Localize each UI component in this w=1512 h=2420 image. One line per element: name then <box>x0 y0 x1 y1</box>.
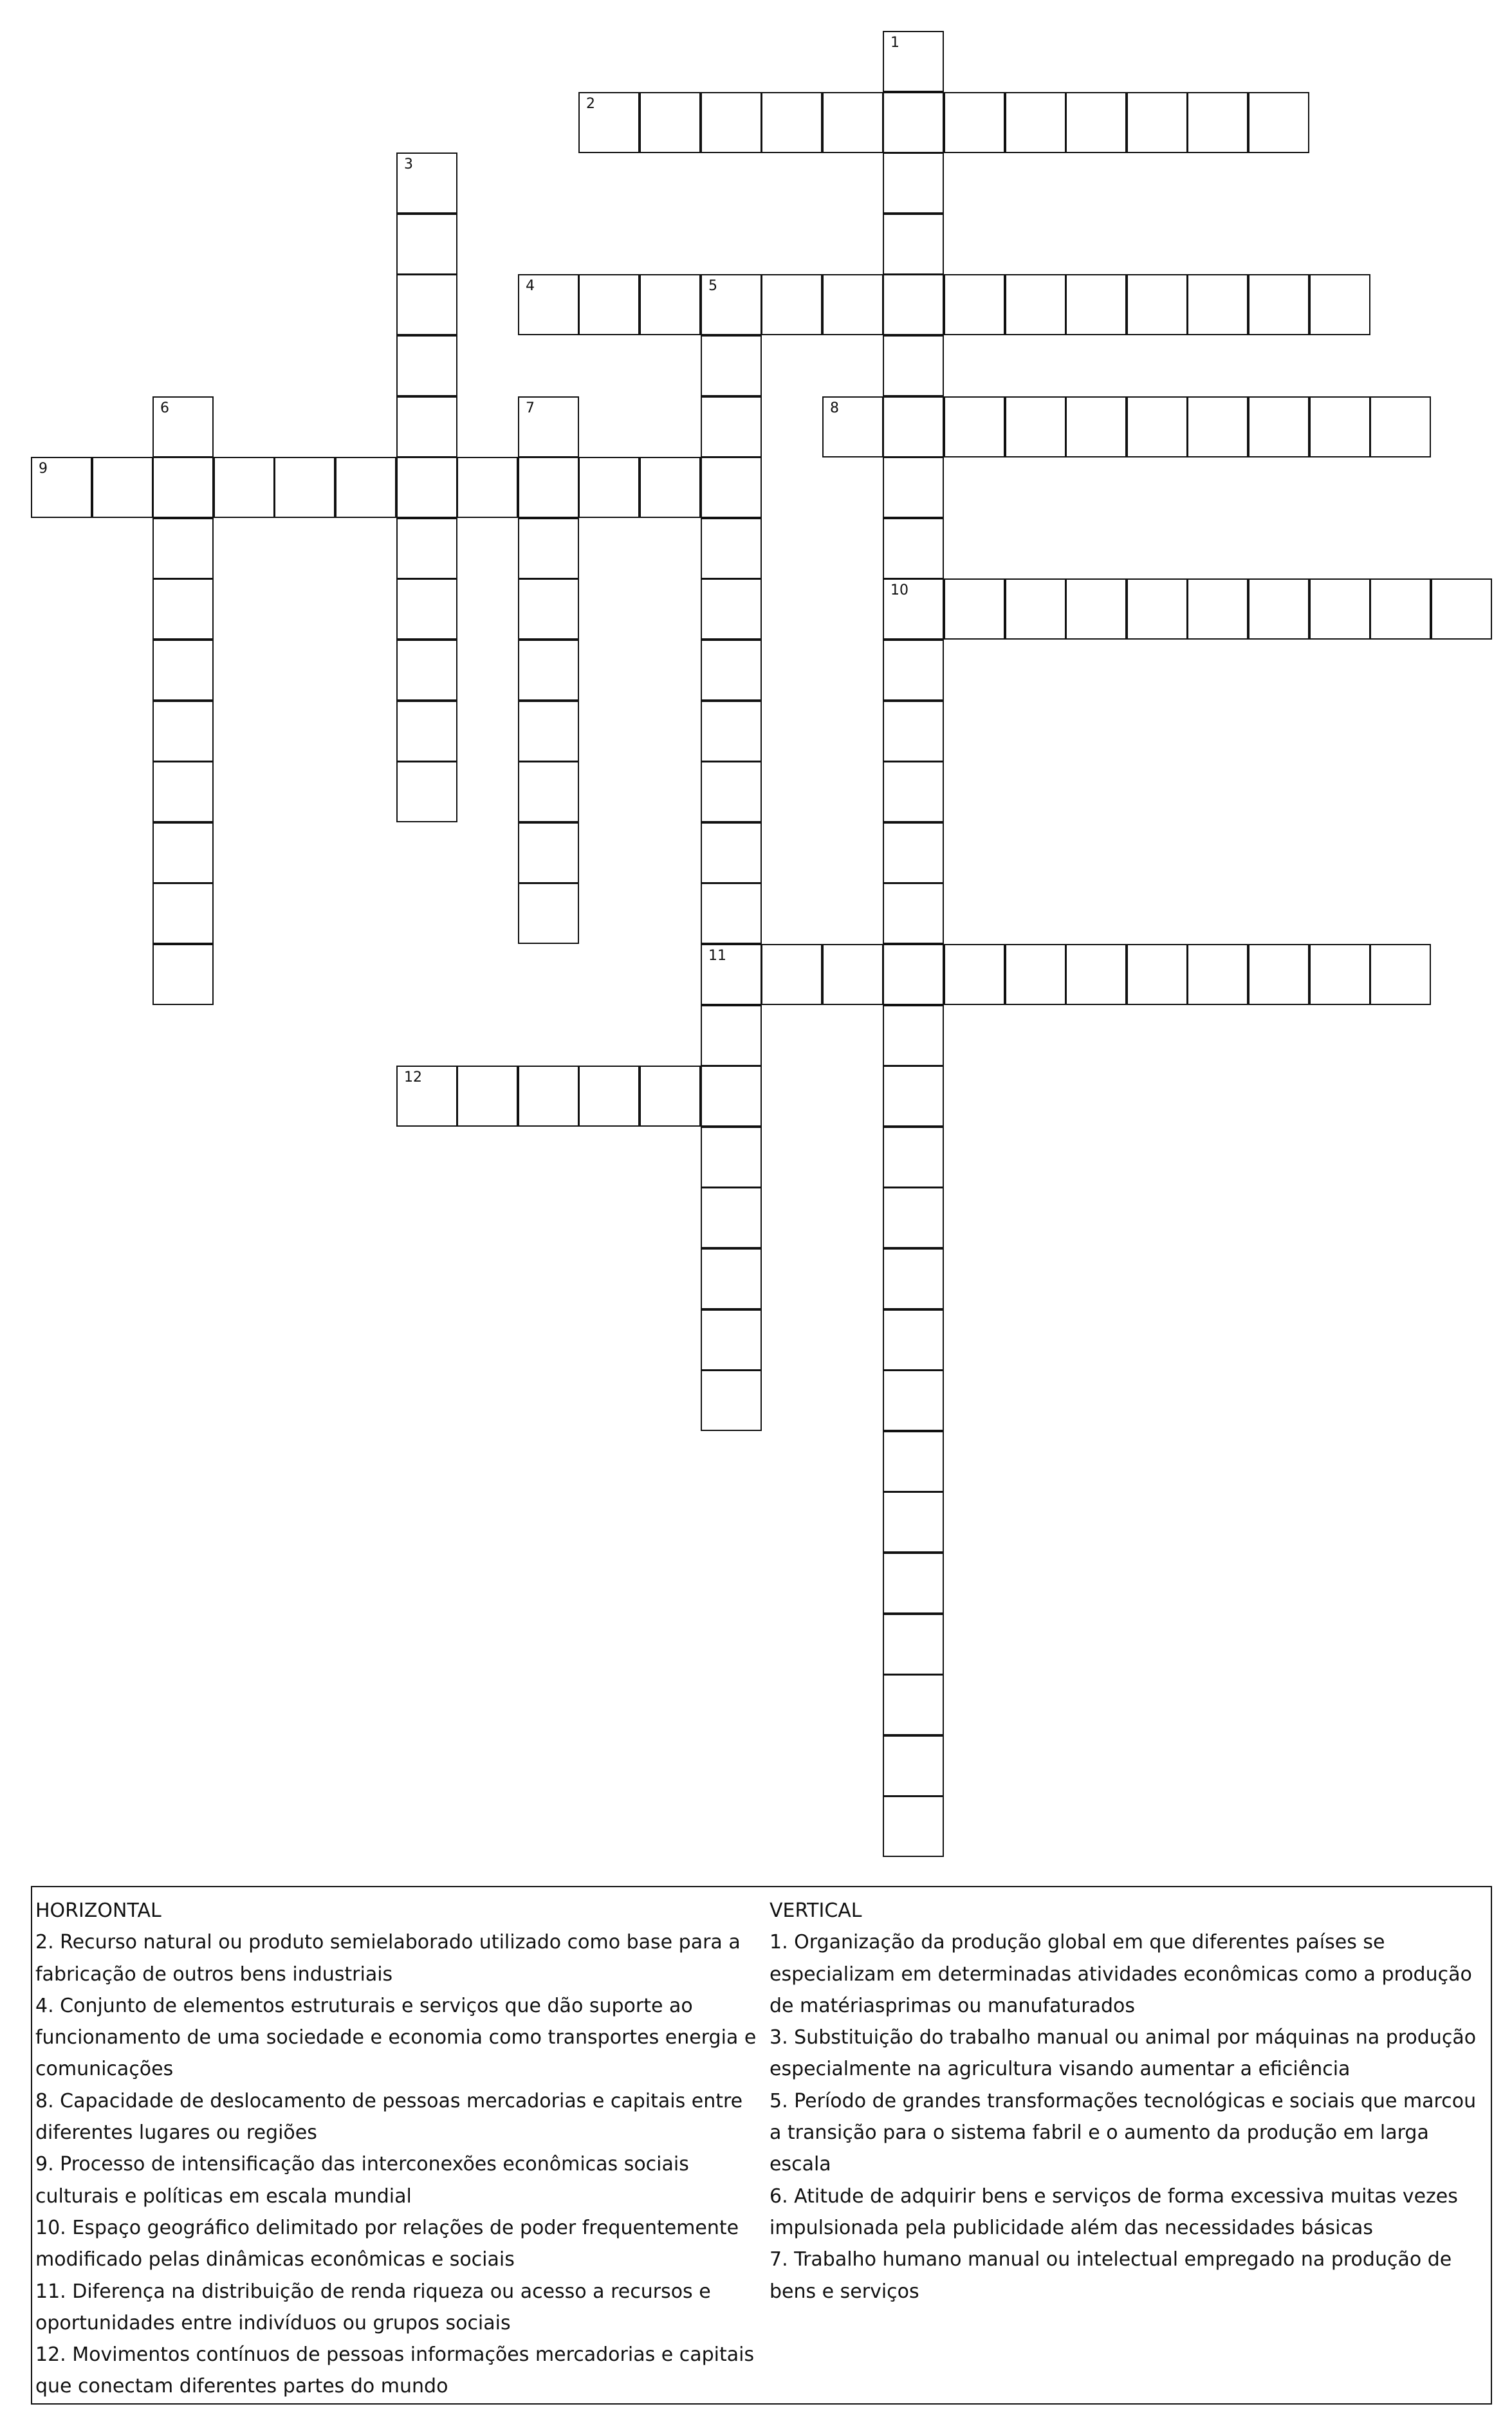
grid-cell[interactable] <box>396 214 457 275</box>
grid-cell[interactable] <box>883 92 944 153</box>
grid-cell[interactable] <box>457 457 518 518</box>
horizontal-clues-title: HORIZONTAL <box>35 1899 161 1922</box>
grid-cell[interactable] <box>396 335 457 396</box>
grid-cell[interactable] <box>396 457 457 518</box>
clue-vertical-7: 7. Trabalho humano manual ou intelectual empregado na produção de bens e serviços <box>770 2248 1452 2303</box>
grid-cell[interactable] <box>1309 396 1370 457</box>
grid-cell[interactable] <box>1005 578 1066 640</box>
grid-cell[interactable] <box>883 701 944 762</box>
grid-cell[interactable] <box>701 518 762 579</box>
grid-cell[interactable] <box>761 944 822 1005</box>
grid-cell[interactable] <box>396 396 457 457</box>
grid-cell[interactable] <box>701 944 762 1005</box>
grid-cell[interactable] <box>883 1309 944 1371</box>
grid-cell[interactable] <box>1187 578 1248 640</box>
grid-cell[interactable] <box>152 944 214 1005</box>
grid-cell[interactable] <box>1005 274 1066 335</box>
grid-cell[interactable] <box>883 335 944 396</box>
grid-cell[interactable] <box>518 274 579 335</box>
grid-cell[interactable] <box>883 518 944 579</box>
grid-cell[interactable] <box>1370 944 1431 1005</box>
grid-cell[interactable] <box>518 761 579 822</box>
clue-vertical-3: 3. Substituição do trabalho manual ou animal por máquinas na produção especialmente na agricultura visando aumentar a eficiência <box>770 2026 1477 2081</box>
grid-cell[interactable] <box>883 1127 944 1188</box>
grid-cell[interactable] <box>578 457 640 518</box>
grid-cell[interactable] <box>1065 274 1127 335</box>
grid-cell[interactable] <box>1248 944 1309 1005</box>
clue-horizontal-11: 11. Diferença na distribuição de renda riqueza ou acesso a recursos e oportunidades entre indivíduos ou grupos sociais <box>35 2280 711 2334</box>
grid-cell[interactable] <box>701 1066 762 1127</box>
grid-cell[interactable] <box>883 1614 944 1675</box>
grid-cell[interactable] <box>152 822 214 883</box>
grid-cell[interactable] <box>396 1066 457 1127</box>
grid-cell[interactable] <box>1370 396 1431 457</box>
clue-number: 5 <box>708 278 717 294</box>
grid-cell[interactable] <box>518 883 579 944</box>
clue-vertical-1: 1. Organização da produção global em que diferentes países se especializam em determinadas atividades econômicas como a produção de matériasprimas ou manufaturados <box>770 1931 1472 2017</box>
grid-cell[interactable] <box>1065 578 1127 640</box>
grid-cell[interactable] <box>152 701 214 762</box>
grid-cell[interactable] <box>396 640 457 701</box>
grid-cell[interactable] <box>701 1127 762 1188</box>
grid-cell[interactable] <box>640 274 701 335</box>
grid-cell[interactable] <box>883 761 944 822</box>
grid-cell[interactable] <box>1248 274 1309 335</box>
clue-number: 2 <box>586 96 595 112</box>
grid-cell[interactable] <box>518 701 579 762</box>
grid-cell[interactable] <box>1127 396 1188 457</box>
clue-number: 6 <box>160 400 169 416</box>
clue-vertical-5: 5. Período de grandes transformações tecnológicas e sociais que marcou a transição para o sistema fabril e o aumento da produção em larga escala <box>770 2089 1477 2176</box>
grid-cell[interactable] <box>701 701 762 762</box>
clue-number: 12 <box>404 1069 422 1085</box>
grid-cell[interactable] <box>883 1796 944 1857</box>
grid-cell[interactable] <box>1187 396 1248 457</box>
grid-cell[interactable] <box>701 1309 762 1371</box>
grid-cell[interactable] <box>701 1187 762 1248</box>
grid-cell[interactable] <box>1187 944 1248 1005</box>
grid-cell[interactable] <box>1309 944 1370 1005</box>
clue-horizontal-8: 8. Capacidade de deslocamento de pessoas mercadorias e capitais entre diferentes lugares ou regiões <box>35 2089 743 2145</box>
grid-cell[interactable] <box>1248 92 1309 153</box>
grid-cell[interactable] <box>944 92 1005 153</box>
grid-cell[interactable] <box>274 457 335 518</box>
grid-cell[interactable] <box>396 274 457 335</box>
grid-cell[interactable] <box>883 822 944 883</box>
grid-cell[interactable] <box>152 761 214 822</box>
grid-cell[interactable] <box>701 822 762 883</box>
clue-number: 4 <box>526 278 535 294</box>
grid-cell[interactable] <box>883 883 944 944</box>
grid-cell[interactable] <box>92 457 153 518</box>
horizontal-clues <box>35 1895 762 2403</box>
grid-cell[interactable] <box>1127 944 1188 1005</box>
grid-cell[interactable] <box>944 274 1005 335</box>
grid-cell[interactable] <box>152 396 214 457</box>
grid-cell[interactable] <box>883 1431 944 1492</box>
grid-cell[interactable] <box>701 335 762 396</box>
grid-cell[interactable] <box>701 396 762 457</box>
vertical-clues <box>770 1895 1484 2307</box>
clue-horizontal-4: 4. Conjunto de elementos estruturais e serviços que dão suporte ao funcionamento de uma sociedade e economia como transportes energia e comunicações <box>35 1994 757 2081</box>
grid-cell[interactable] <box>518 822 579 883</box>
vertical-clues-title: VERTICAL <box>770 1899 862 1922</box>
grid-cell[interactable] <box>335 457 396 518</box>
grid-cell[interactable] <box>883 274 944 335</box>
grid-cell[interactable] <box>883 1005 944 1066</box>
clue-number: 8 <box>830 400 839 416</box>
grid-cell[interactable] <box>457 1066 518 1127</box>
clue-horizontal-10: 10. Espaço geográfico delimitado por relações de poder frequentemente modificado pelas dinâmicas econômicas e sociais <box>35 2216 739 2271</box>
grid-cell[interactable] <box>1127 578 1188 640</box>
grid-cell[interactable] <box>701 92 762 153</box>
grid-cell[interactable] <box>944 578 1005 640</box>
grid-cell[interactable] <box>518 457 579 518</box>
grid-cell[interactable] <box>518 578 579 640</box>
clue-number: 9 <box>39 461 48 477</box>
grid-cell[interactable] <box>1248 578 1309 640</box>
grid-cell[interactable] <box>518 518 579 579</box>
clue-number: 1 <box>890 35 899 51</box>
grid-cell[interactable] <box>1187 92 1248 153</box>
grid-cell[interactable] <box>883 1066 944 1127</box>
grid-cell[interactable] <box>396 701 457 762</box>
grid-cell[interactable] <box>883 1735 944 1797</box>
grid-cell[interactable] <box>701 578 762 640</box>
grid-cell[interactable] <box>701 640 762 701</box>
grid-cell[interactable] <box>518 1066 579 1127</box>
clue-horizontal-9: 9. Processo de intensificação das interconexões econômicas sociais culturais e políticas em escala mundial <box>35 2153 689 2208</box>
grid-cell[interactable] <box>1431 578 1492 640</box>
grid-cell[interactable] <box>701 274 762 335</box>
grid-cell[interactable] <box>152 457 214 518</box>
grid-cell[interactable] <box>31 457 92 518</box>
grid-cell[interactable] <box>701 457 762 518</box>
grid-cell[interactable] <box>396 152 457 214</box>
grid-cell[interactable] <box>761 274 822 335</box>
grid-cell[interactable] <box>883 640 944 701</box>
grid-cell[interactable] <box>1065 92 1127 153</box>
grid-cell[interactable] <box>396 518 457 579</box>
clue-horizontal-12: 12. Movimentos contínuos de pessoas informações mercadorias e capitais que conectam diferentes partes do mundo <box>35 2343 755 2398</box>
grid-cell[interactable] <box>152 883 214 944</box>
clue-number: 7 <box>526 400 535 416</box>
grid-cell[interactable] <box>1309 274 1370 335</box>
clue-horizontal-2: 2. Recurso natural ou produto semielaborado utilizado como base para a fabricação de outros bens industriais <box>35 1931 741 1986</box>
clue-number: 3 <box>404 156 413 172</box>
grid-cell[interactable] <box>152 578 214 640</box>
grid-cell[interactable] <box>761 92 822 153</box>
grid-cell[interactable] <box>1065 944 1127 1005</box>
clue-number: 11 <box>708 948 726 964</box>
grid-cell[interactable] <box>822 274 883 335</box>
grid-cell[interactable] <box>1248 396 1309 457</box>
grid-cell[interactable] <box>1065 396 1127 457</box>
grid-cell[interactable] <box>1187 274 1248 335</box>
grid-cell[interactable] <box>883 396 944 457</box>
grid-cell[interactable] <box>883 152 944 214</box>
grid-cell[interactable] <box>640 92 701 153</box>
grid-cell[interactable] <box>883 1370 944 1431</box>
grid-cell[interactable] <box>152 640 214 701</box>
grid-cell[interactable] <box>883 1492 944 1553</box>
grid-cell[interactable] <box>518 640 579 701</box>
grid-cell[interactable] <box>822 92 883 153</box>
grid-cell[interactable] <box>883 1674 944 1735</box>
grid-cell[interactable] <box>883 457 944 518</box>
clue-number: 10 <box>890 582 908 598</box>
grid-cell[interactable] <box>701 1248 762 1309</box>
clue-vertical-6: 6. Atitude de adquirir bens e serviços de forma excessiva muitas vezes impulsionada pela publicidade além das necessidades básicas <box>770 2184 1458 2239</box>
grid-cell[interactable] <box>1005 92 1066 153</box>
grid-cell[interactable] <box>1370 578 1431 640</box>
grid-cell[interactable] <box>1309 578 1370 640</box>
grid-cell[interactable] <box>944 944 1005 1005</box>
grid-cell[interactable] <box>883 1187 944 1248</box>
grid-cell[interactable] <box>701 761 762 822</box>
grid-cell[interactable] <box>396 761 457 822</box>
grid-cell[interactable] <box>883 578 944 640</box>
grid-cell[interactable] <box>883 1248 944 1309</box>
grid-cell[interactable] <box>944 396 1005 457</box>
grid-cell[interactable] <box>396 578 457 640</box>
grid-cell[interactable] <box>701 883 762 944</box>
clues-panel <box>31 1886 1492 2405</box>
grid-cell[interactable] <box>578 1066 640 1127</box>
grid-cell[interactable] <box>518 396 579 457</box>
grid-cell[interactable] <box>1005 944 1066 1005</box>
grid-cell[interactable] <box>701 1005 762 1066</box>
grid-cell[interactable] <box>822 396 883 457</box>
grid-cell[interactable] <box>1005 396 1066 457</box>
grid-cell[interactable] <box>640 457 701 518</box>
grid-cell[interactable] <box>1127 274 1188 335</box>
grid-cell[interactable] <box>152 518 214 579</box>
grid-cell[interactable] <box>883 31 944 92</box>
grid-cell[interactable] <box>578 274 640 335</box>
grid-cell[interactable] <box>640 1066 701 1127</box>
grid-cell[interactable] <box>1127 92 1188 153</box>
grid-cell[interactable] <box>701 1370 762 1431</box>
grid-cell[interactable] <box>214 457 275 518</box>
grid-cell[interactable] <box>578 92 640 153</box>
grid-cell[interactable] <box>822 944 883 1005</box>
grid-cell[interactable] <box>883 944 944 1005</box>
grid-cell[interactable] <box>883 214 944 275</box>
grid-cell[interactable] <box>883 1553 944 1614</box>
